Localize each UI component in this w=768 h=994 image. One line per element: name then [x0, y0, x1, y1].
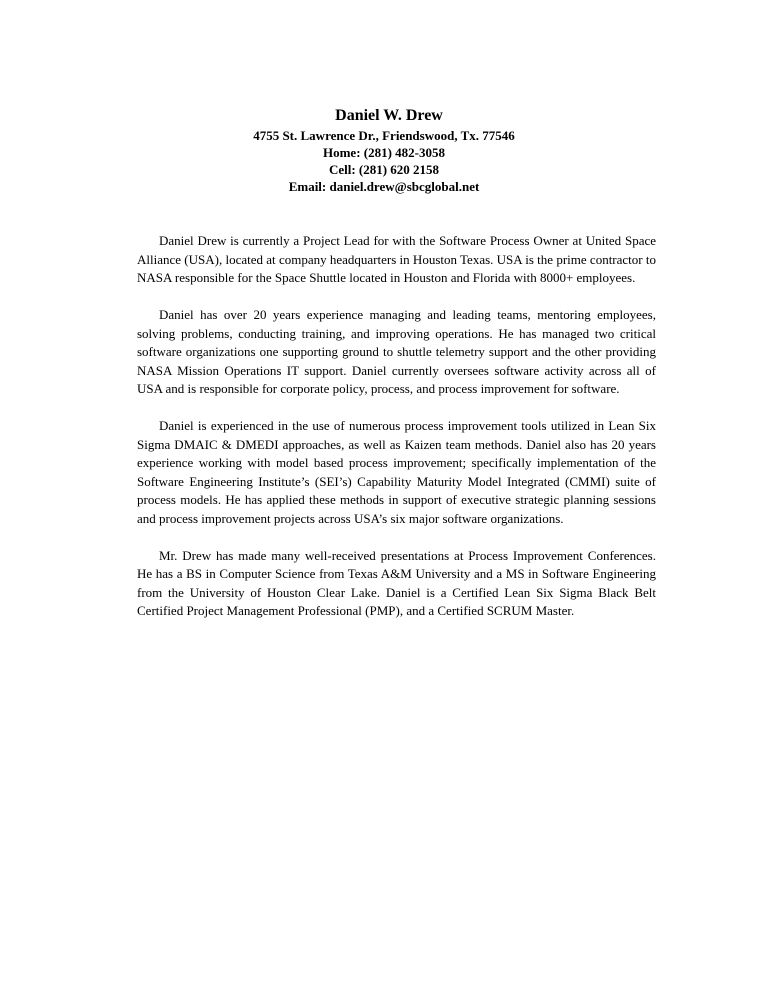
bio-paragraph: Daniel has over 20 years experience managing and leading teams, mentoring employees, solving problems, conducting training, and improving operations. He has managed two critical software organizations one supporting ground to shuttle telemetry support and the other providing NASA Mission Operations IT support. Daniel currently oversees software activity across all of USA and is responsible for corporate policy, process, and process improvement for software.	[137, 307, 656, 396]
bio-body	[137, 232, 656, 639]
address-line: 4755 St. Lawrence Dr., Friendswood, Tx. 77546	[253, 128, 515, 143]
contact-header	[0, 105, 768, 195]
email-line: Email: daniel.drew@sbcglobal.net	[288, 179, 480, 194]
bio-paragraph: Daniel Drew is currently a Project Lead for with the Software Process Owner at United Space Alliance (USA), located at company headquarters in Houston Texas. USA is the prime contractor to NASA responsible for the Space Shuttle located in Houston and Florida with 8000+ employees.	[137, 233, 656, 285]
bio-paragraph: Daniel is experienced in the use of numerous process improvement tools utilized in Lean Six Sigma DMAIC & DMEDI approaches, as well as Kaizen team methods. Daniel also has 20 years experience working with model based process improvement; specifically implementation of the Software Engineering Institute’s (SEI’s) Capability Maturity Model Integrated (CMMI) suite of process models. He has applied these methods in support of executive strategic planning sessions and process improvement projects across USA’s six major software organizations.	[137, 418, 656, 526]
cell-phone: Cell: (281) 620 2158	[328, 162, 440, 177]
bio-paragraph: Mr. Drew has made many well-received presentations at Process Improvement Conferences. He has a BS in Computer Science from Texas A&M University and a MS in Software Engineering from the University of Houston Clear Lake. Daniel is a Certified Lean Six Sigma Black Belt Certified Project Management Professional (PMP), and a Certified SCRUM Master.	[137, 547, 656, 618]
home-phone: Home: (281) 482-3058	[322, 145, 446, 160]
person-name: Daniel W. Drew	[335, 107, 443, 124]
